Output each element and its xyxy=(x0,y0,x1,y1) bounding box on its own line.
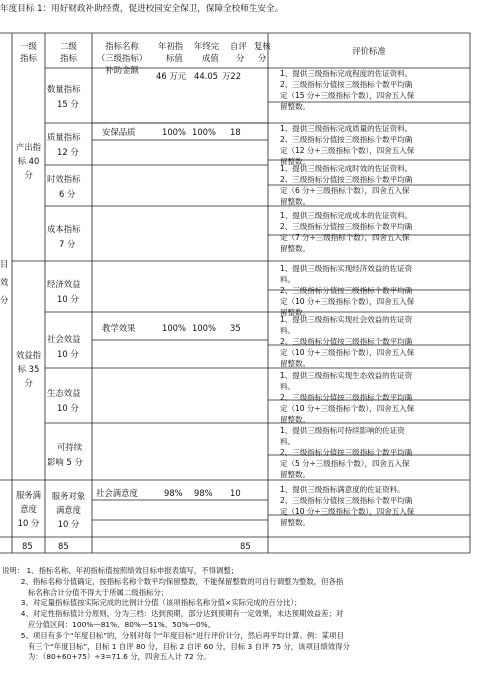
header-selfscore-line: 分 xyxy=(236,53,245,63)
criteria-line: 定（15 分÷三级指标个数），四舍五入保 xyxy=(280,91,415,100)
row-quality-name: 安保品质 xyxy=(102,127,136,137)
criteria-line: 留整数。 xyxy=(280,244,310,253)
level2-sustain-line: 影响 5 分 xyxy=(47,457,83,467)
note-line: 为：（80+60+75）÷3=71.6 分，四舍五入计 72 分。 xyxy=(2,652,211,662)
criteria-line: 1、提供三级指标实现社会效益的佐证资 xyxy=(280,315,413,324)
criteria-sustain xyxy=(280,425,470,480)
note-line: 标名称合计分值不得大于所属二级指标分； xyxy=(2,587,169,597)
header-annual xyxy=(158,40,183,64)
criteria-line: 料。 xyxy=(280,326,295,335)
level1-output-line: 标 40 xyxy=(17,156,40,166)
level2-time-line: 6 分 xyxy=(59,189,76,199)
criteria-line: 1、提供三级指标满意度的佐证资料。 xyxy=(280,485,405,494)
total-score: 85 xyxy=(240,541,251,551)
note-line: 3、对定量指标值按实际完成的比例计分值（该项指标名称分值×实际完成的百分比）； xyxy=(2,598,302,608)
criteria-line: 料。 xyxy=(280,437,295,446)
notes-block xyxy=(2,566,350,663)
criteria-line: 1、提供三级指标可持续影响的佐证资 xyxy=(280,426,405,435)
header-level1-line: 一级 xyxy=(20,41,37,51)
level1-satisfaction-line: 意度 xyxy=(20,504,37,514)
criteria-line: 定（5 分÷三级指标个数），四舍五入保 xyxy=(280,459,410,468)
header-level2-line: 二级 xyxy=(60,41,77,51)
header-level2 xyxy=(45,40,92,64)
criteria-line: 2、三级指标分值按三级指标个数平均确 xyxy=(280,286,413,295)
level1-satisfaction-line: 10 分 xyxy=(17,518,40,528)
header-name-line: 指标名称 xyxy=(105,41,139,51)
total-level2: 85 xyxy=(58,541,69,551)
criteria-time xyxy=(280,163,470,207)
header-selfscore-line: 自评 xyxy=(230,41,247,51)
level1-benefit-line: 分 xyxy=(24,378,33,388)
note-line: 2、指标名称分值确定，按指标名称个数平均保留整数，不能保留整数的可自行调整为整数，但各指 xyxy=(2,576,344,586)
level1-benefit-line: 效益指 xyxy=(15,350,42,360)
header-yearend xyxy=(194,40,219,64)
level2-quality xyxy=(47,130,81,160)
criteria-line: 留整数。 xyxy=(280,157,310,166)
total-level1: 85 xyxy=(22,541,33,551)
level2-cost-line: 成本指标 xyxy=(47,224,81,234)
criteria-line: 1、提供三级指标完成时效的佐证资料。 xyxy=(280,164,413,173)
criteria-line: 料。 xyxy=(280,382,295,391)
level2-social-line: 10 分 xyxy=(57,349,79,359)
criteria-line: 2、三级指标分值按三级指标个数平均确 xyxy=(280,393,413,402)
criteria-line: 定（10 分÷三级指标个数），四舍五入保 xyxy=(280,507,415,516)
level2-sustain xyxy=(47,440,83,470)
criteria-ecological xyxy=(280,370,470,425)
criteria-line: 定（12 分÷三级指标个数），四舍五入保 xyxy=(280,146,415,155)
criteria-line: 定（6 分÷三级指标个数），四舍五入保 xyxy=(280,186,410,195)
header-name-line: （三级指标） xyxy=(96,53,148,63)
criteria-line: 2、三级指标分值按三级指标个数平均确 xyxy=(280,80,413,89)
level2-quantity-line: 数量指标 xyxy=(47,84,81,94)
level2-service-line: 满意度 xyxy=(55,505,82,515)
level2-economic-line: 经济效益 xyxy=(47,279,81,289)
note-line: 应分值区间：100%—81%、80%—51%、50%—0%。 xyxy=(2,619,216,629)
row-social-yearend: 100% xyxy=(192,323,216,333)
criteria-quality xyxy=(280,123,470,167)
criteria-service xyxy=(280,484,470,528)
header-name-line: 补助金额 xyxy=(105,65,139,75)
page-title: 年度目标 1：用好财政补助经费，促进校园安全保卫，保障全校师生安全。 xyxy=(0,4,284,14)
level2-service-line: 服务对象 xyxy=(51,491,86,501)
left-fragment-2: 效 xyxy=(0,277,9,287)
level2-ecological xyxy=(47,386,81,416)
criteria-line: 留整数。 xyxy=(280,102,310,111)
header-yearend-line: 年终完 xyxy=(194,41,220,51)
subsidy-selfscore: 万22 xyxy=(222,71,242,81)
criteria-line: 2、三级指标分值按三级指标个数平均确 xyxy=(280,222,413,231)
level2-cost xyxy=(47,222,81,252)
header-level1 xyxy=(12,40,45,64)
criteria-line: 定（7 分÷三级指标个数），四舍五入保 xyxy=(280,233,410,242)
criteria-line: 定（10 分÷三级指标个数），四舍五入保 xyxy=(280,404,415,413)
subsidy-yearend: 44.05 xyxy=(194,71,218,81)
criteria-line: 料。 xyxy=(280,275,295,284)
level2-time xyxy=(47,172,81,202)
level2-ecological-line: 10 分 xyxy=(57,403,79,413)
row-service-yearend: 98% xyxy=(194,488,213,498)
header-level2-line: 指标 xyxy=(60,53,77,63)
row-service-score: 10 xyxy=(230,488,241,498)
criteria-line: 留整数。 xyxy=(280,518,310,527)
level2-economic xyxy=(47,277,81,307)
level2-quantity xyxy=(47,82,81,112)
criteria-line: 2、三级指标分值按三级指标个数平均确 xyxy=(280,175,413,184)
level2-cost-line: 7 分 xyxy=(59,239,76,249)
left-fragment-1: 目 xyxy=(0,259,9,269)
row-quality-yearend: 100% xyxy=(192,127,216,137)
criteria-line: 2、三级指标分值按三级指标个数平均确 xyxy=(280,448,413,457)
criteria-line: 2、三级指标分值按三级指标个数平均确 xyxy=(280,496,413,505)
criteria-line: 留整数。 xyxy=(280,197,310,206)
note-line: 说明： 1、指标名称、年初指标值按照绩效目标申报表填写，不得调整； xyxy=(2,566,239,575)
header-annual-line: 年初指 xyxy=(158,41,184,51)
criteria-line: 2、三级指标分值按三级指标个数平均确 xyxy=(280,135,413,144)
level2-service xyxy=(45,489,92,531)
level2-economic-line: 10 分 xyxy=(57,294,79,304)
header-annual-line: 标值 xyxy=(166,53,183,63)
level2-social xyxy=(47,332,81,362)
level2-quality-line: 12 分 xyxy=(57,147,79,157)
level1-output-line: 分 xyxy=(24,170,33,180)
criteria-line: 1、提供三级指标实现生态效益的佐证资 xyxy=(280,371,413,380)
row-quality-score: 18 xyxy=(230,127,241,137)
criteria-economic xyxy=(280,263,470,318)
level2-ecological-line: 生态效益 xyxy=(47,388,81,398)
level1-output xyxy=(12,140,45,182)
row-quality-annual: 100% xyxy=(162,127,186,137)
criteria-line: 留整数。 xyxy=(280,359,310,368)
level1-benefit xyxy=(12,348,45,390)
level2-sustain-line: 可持续 xyxy=(57,442,83,452)
subsidy-annual: 46 万元 xyxy=(156,71,187,81)
note-line: 5、项目有多个“年度目标”的，分别对每个“年度目标”进行评价计分，然后再平均计算。例：某项目 xyxy=(2,630,344,640)
level2-quality-line: 质量指标 xyxy=(47,132,81,142)
criteria-line: 留整数。 xyxy=(280,415,310,424)
criteria-social xyxy=(280,314,470,369)
row-service-name: 社会满意度 xyxy=(96,488,138,498)
criteria-line: 留整数。 xyxy=(280,308,310,317)
left-fragment-3: 分 xyxy=(0,295,9,305)
criteria-line: 1、提供三级指标实现经济效益的佐证资 xyxy=(280,264,413,273)
row-social-name: 教学效果 xyxy=(102,323,136,333)
row-social-annual: 100% xyxy=(162,323,186,333)
note-line: 有三个“年度目标”，目标 1 自评 80 分，目标 2 自评 60 分，目标 3 自评 75 分，该项目绩效得分 xyxy=(2,641,350,651)
criteria-line: 定（10 分÷三级指标个数），四舍五入保 xyxy=(280,348,415,357)
level1-satisfaction-line: 服务满 xyxy=(15,490,42,500)
level2-social-line: 社会效益 xyxy=(47,334,81,344)
header-selfscore xyxy=(230,40,247,64)
criteria-line: 留整数。 xyxy=(280,470,310,479)
level2-time-line: 时效指标 xyxy=(47,174,81,184)
criteria-line: 2、三级指标分值按三级指标个数平均确 xyxy=(280,337,413,346)
level1-benefit-line: 标 35 xyxy=(17,364,40,374)
header-yearend-line: 成值 xyxy=(202,53,219,63)
level1-satisfaction xyxy=(12,488,45,530)
criteria-quantity xyxy=(280,68,470,112)
header-review-line: 分 xyxy=(258,53,267,63)
header-criteria: 评价标准 xyxy=(352,46,386,56)
criteria-line: 定（10 分÷三级指标个数），四舍五入保 xyxy=(280,297,415,306)
level2-quantity-line: 15 分 xyxy=(57,99,79,109)
header-review-line: 复核 xyxy=(254,41,271,51)
criteria-line: 1、提供三级指标完成程度的佐证资料。 xyxy=(280,69,413,78)
row-service-annual: 98% xyxy=(164,488,183,498)
header-level1-line: 指标 xyxy=(20,53,37,63)
row-social-score: 35 xyxy=(230,323,241,333)
criteria-line: 1、提供三级指标完成质量的佐证资料。 xyxy=(280,124,413,133)
level2-service-line: 10 分 xyxy=(57,519,80,529)
header-name xyxy=(92,40,152,76)
level1-output-line: 产出指 xyxy=(15,142,42,152)
note-line: 4、对定性指标值计分原则，分为三档：达到预期，部分达到预期有一定效果，未达预期效益差；对 xyxy=(2,609,344,619)
criteria-line: 1、提供三级指标完成成本的佐证资料。 xyxy=(280,211,413,220)
criteria-cost xyxy=(280,210,470,254)
